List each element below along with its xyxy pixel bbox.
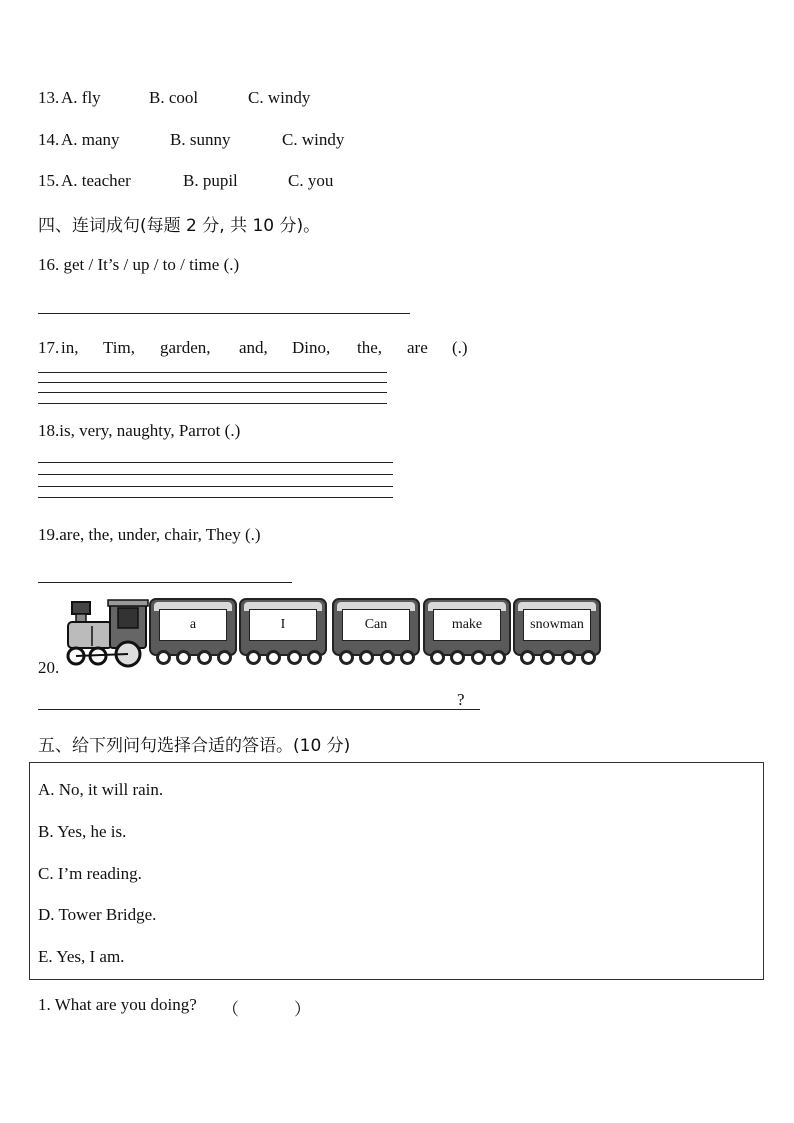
q15-option-b: B. pupil	[183, 171, 238, 190]
q14-option-c: C. windy	[282, 130, 345, 149]
train-car	[149, 598, 237, 656]
q14-number: 14.	[38, 130, 60, 149]
q20-question-mark: ?	[457, 690, 465, 709]
locomotive-icon	[62, 596, 150, 672]
q17-word: in,	[61, 338, 79, 357]
q17-answer-line[interactable]	[38, 403, 387, 404]
q20-answer-line[interactable]	[38, 709, 480, 710]
q1-prompt: 1. What are you doing?	[38, 995, 197, 1014]
q17-number: 17.	[38, 338, 60, 357]
q17-answer-line[interactable]	[38, 382, 387, 383]
q20-number: 20.	[38, 658, 60, 677]
section4-title: 四、连词成句(每题 2 分, 共 10 分)。	[38, 216, 321, 236]
q17-word: Dino,	[292, 338, 331, 357]
q13-number: 13.	[38, 88, 60, 107]
q17-answer-line[interactable]	[38, 372, 387, 373]
train-car-word: snowman	[523, 609, 591, 641]
q1-answer-blank[interactable]	[248, 995, 294, 1015]
q18-answer-line[interactable]	[38, 462, 393, 463]
q18-answer-line[interactable]	[38, 486, 393, 487]
answer-option-c: C. I’m reading.	[38, 864, 142, 883]
q13-option-a: A. fly	[61, 88, 101, 107]
q14-option-a: A. many	[61, 130, 120, 149]
q13-option-c: C. windy	[248, 88, 311, 107]
answer-option-a: A. No, it will rain.	[38, 780, 164, 799]
train-car	[239, 598, 327, 656]
q16-prompt: 16. get / It’s / up / to / time (.)	[38, 255, 240, 274]
q18-prompt: 18.is, very, naughty, Parrot (.)	[38, 421, 241, 440]
q17-answer-line[interactable]	[38, 392, 387, 393]
q14-option-b: B. sunny	[170, 130, 231, 149]
q1-paren-close: ）	[294, 1000, 311, 1019]
q17-word: are	[407, 338, 428, 357]
train-car-word: I	[249, 609, 317, 641]
q17-word: garden,	[160, 338, 211, 357]
train-car-word: Can	[342, 609, 410, 641]
q15-number: 15.	[38, 171, 60, 190]
q17-word: (.)	[452, 338, 468, 357]
answer-option-b: B. Yes, he is.	[38, 822, 127, 841]
q18-answer-line[interactable]	[38, 497, 393, 498]
train-car-word: make	[433, 609, 501, 641]
q17-word: the,	[357, 338, 383, 357]
answer-option-d: D. Tower Bridge.	[38, 905, 157, 924]
q16-answer-line[interactable]	[38, 313, 410, 314]
q13-option-b: B. cool	[149, 88, 199, 107]
train-car	[332, 598, 420, 656]
q1-paren-open: （	[222, 1000, 239, 1019]
q17-word: Tim,	[103, 338, 135, 357]
answer-option-e: E. Yes, I am.	[38, 947, 125, 966]
q18-answer-line[interactable]	[38, 474, 393, 475]
q19-answer-line[interactable]	[38, 582, 292, 583]
train-car	[513, 598, 601, 656]
q15-option-a: A. teacher	[61, 171, 131, 190]
train-car-word: a	[159, 609, 227, 641]
train-car	[423, 598, 511, 656]
section5-title: 五、给下列问句选择合适的答语。(10 分)	[38, 736, 351, 756]
q15-option-c: C. you	[288, 171, 334, 190]
q17-word: and,	[239, 338, 268, 357]
q19-prompt: 19.are, the, under, chair, They (.)	[38, 525, 261, 544]
